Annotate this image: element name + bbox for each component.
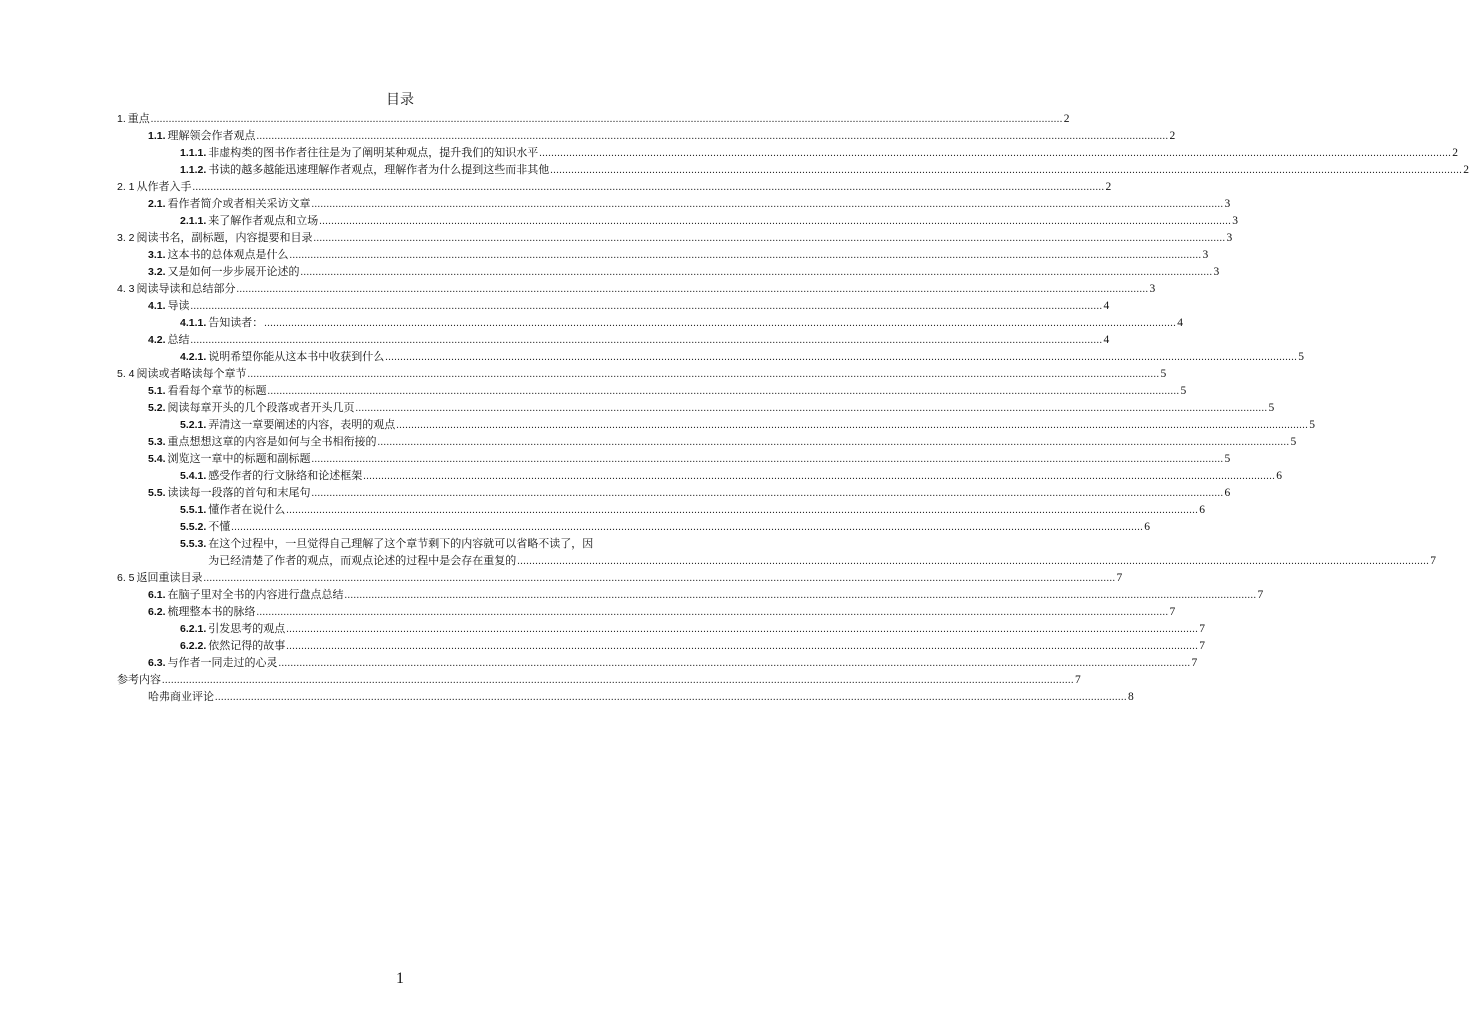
dot-leader bbox=[539, 145, 1451, 162]
toc-entry[interactable] bbox=[117, 689, 1134, 706]
toc-entry[interactable] bbox=[117, 655, 1198, 672]
toc-entry[interactable] bbox=[117, 230, 1233, 247]
toc-entry-page: 3 bbox=[1202, 249, 1209, 261]
toc-entry-text: 说明希望你能从这本书中收获到什么 bbox=[208, 351, 385, 363]
dot-leader bbox=[162, 672, 1074, 689]
toc-entry-number: 3.2. bbox=[148, 266, 166, 278]
toc-entry-page: 6 bbox=[1199, 504, 1206, 516]
toc-entry-text: 依然记得的故事 bbox=[208, 640, 286, 652]
dot-leader bbox=[204, 570, 1116, 587]
toc-entry-number: 4.2.1. bbox=[180, 351, 207, 363]
toc-entry[interactable] bbox=[117, 621, 1206, 638]
toc-entry-text: 又是如何一步步展开论述的 bbox=[167, 266, 300, 278]
toc-entry[interactable] bbox=[117, 332, 1110, 349]
toc-entry[interactable] bbox=[117, 281, 1156, 298]
toc-entry-page: 2 bbox=[1105, 181, 1112, 193]
dot-leader bbox=[312, 451, 1224, 468]
dot-leader bbox=[248, 366, 1160, 383]
toc-entry-number: 2. 1 bbox=[117, 181, 135, 193]
toc-entry[interactable] bbox=[117, 298, 1110, 315]
toc-entry-page: 7 bbox=[1116, 572, 1123, 584]
toc-title: 目录 bbox=[386, 93, 414, 108]
toc-entry-number: 5.5.3. bbox=[180, 538, 207, 550]
toc-entry-page: 2 bbox=[1452, 147, 1459, 159]
toc-entry-text-continued: 为已经清楚了作者的观点，而观点论述的过程中是会存在重复的 bbox=[208, 555, 517, 567]
toc-entry-page: 8 bbox=[1128, 691, 1134, 703]
toc-entry[interactable] bbox=[117, 468, 1283, 485]
toc-entry-number: 1.1.2. bbox=[180, 164, 207, 176]
toc-entry-number: 1.1.1. bbox=[180, 147, 207, 159]
toc-entry[interactable] bbox=[117, 485, 1231, 502]
toc-entry[interactable] bbox=[117, 502, 1206, 519]
toc-entry-number: 4.1. bbox=[148, 300, 166, 312]
dot-leader bbox=[237, 281, 1149, 298]
dot-leader bbox=[191, 298, 1103, 315]
toc-entry-text: 阅读书名，副标题，内容提要和目录 bbox=[136, 232, 313, 244]
toc-entry-number: 6.2. bbox=[148, 606, 166, 618]
dot-leader bbox=[257, 604, 1169, 621]
toc-entry-number: 5. 4 bbox=[117, 368, 135, 380]
toc-entry-text: 哈弗商业评论 bbox=[148, 691, 214, 703]
toc-entry[interactable] bbox=[117, 247, 1209, 264]
toc-entry-number: 6.3. bbox=[148, 657, 166, 669]
toc-entry-page: 3 bbox=[1226, 232, 1233, 244]
toc-entry[interactable] bbox=[117, 349, 1305, 366]
toc-entry[interactable] bbox=[117, 162, 1469, 179]
toc-entry-text: 在脑子里对全书的内容进行盘点总结 bbox=[167, 589, 344, 601]
dot-leader bbox=[279, 655, 1191, 672]
toc-entry[interactable] bbox=[117, 213, 1239, 230]
toc-entry[interactable] bbox=[117, 196, 1231, 213]
dot-leader bbox=[314, 230, 1226, 247]
toc-entry-page: 3 bbox=[1213, 266, 1220, 278]
toc-entry-number: 2.1. bbox=[148, 198, 166, 210]
toc-entry-text: 梳理整本书的脉络 bbox=[167, 606, 256, 618]
toc-entry-page: 7 bbox=[1199, 623, 1206, 635]
dot-leader bbox=[301, 264, 1213, 281]
toc-entry-number: 5.5.2. bbox=[180, 521, 207, 533]
toc-entry-text: 浏览这一章中的标题和副标题 bbox=[167, 453, 311, 465]
toc-entry-number: 5.2. bbox=[148, 402, 166, 414]
toc-entry[interactable] bbox=[117, 179, 1112, 196]
toc-entry-number: 4.1.1. bbox=[180, 317, 207, 329]
toc-entry-text: 这本书的总体观点是什么 bbox=[167, 249, 289, 261]
toc-entry-text: 阅读或者略读每个章节 bbox=[136, 368, 247, 380]
toc-entry-text: 弄清这一章要阐述的内容，表明的观点 bbox=[208, 419, 396, 431]
dot-leader bbox=[193, 179, 1105, 196]
toc-entry[interactable] bbox=[117, 128, 1176, 145]
dot-leader bbox=[151, 111, 1063, 128]
toc-entry-page: 7 bbox=[1257, 589, 1264, 601]
dot-leader bbox=[345, 587, 1257, 604]
toc-entry-number: 1. bbox=[117, 113, 126, 125]
toc-entry-text: 非虚构类的图书作者往往是为了阐明某种观点，提升我们的知识水平 bbox=[208, 147, 539, 159]
toc-entry-page: 5 bbox=[1160, 368, 1167, 380]
toc-entry-number: 6.2.1. bbox=[180, 623, 207, 635]
toc-entry-number: 3.1. bbox=[148, 249, 166, 261]
toc-entry-text: 看作者简介或者相关采访文章 bbox=[167, 198, 311, 210]
toc-entry-text: 理解领会作者观点 bbox=[167, 130, 256, 142]
toc-entry-number: 2.1.1. bbox=[180, 215, 207, 227]
toc-entry-page: 5 bbox=[1309, 419, 1316, 431]
toc-entry-text: 从作者入手 bbox=[136, 181, 192, 193]
toc-entry-page: 5 bbox=[1224, 453, 1231, 465]
table-of-contents bbox=[117, 111, 1469, 706]
toc-entry-number: 4. 3 bbox=[117, 283, 135, 295]
dot-leader bbox=[286, 502, 1198, 519]
toc-entry-number: 6.2.2. bbox=[180, 640, 207, 652]
dot-leader bbox=[356, 400, 1268, 417]
toc-entry-number: 5.5. bbox=[148, 487, 166, 499]
toc-entry-page: 7 bbox=[1430, 555, 1437, 567]
dot-leader bbox=[264, 315, 1176, 332]
toc-entry[interactable] bbox=[117, 536, 1437, 570]
dot-leader bbox=[268, 383, 1180, 400]
toc-entry-number: 5.2.1. bbox=[180, 419, 207, 431]
toc-entry[interactable] bbox=[117, 672, 1081, 689]
toc-entry-text: 懂作者在说什么 bbox=[208, 504, 286, 516]
toc-entry-text: 不懂 bbox=[208, 521, 231, 533]
dot-leader bbox=[396, 417, 1308, 434]
toc-entry-page: 2 bbox=[1063, 113, 1070, 125]
toc-entry-page: 3 bbox=[1224, 198, 1231, 210]
toc-entry-page: 5 bbox=[1268, 402, 1275, 414]
toc-entry-text: 返回重读目录 bbox=[136, 572, 203, 584]
toc-entry[interactable] bbox=[117, 434, 1297, 451]
dot-leader bbox=[550, 162, 1462, 179]
toc-entry-page: 7 bbox=[1199, 640, 1206, 652]
dot-leader bbox=[385, 349, 1297, 366]
toc-entry-page: 3 bbox=[1232, 215, 1239, 227]
toc-entry-text: 书读的越多越能迅速理解作者观点，理解作者为什么提到这些而非其他 bbox=[208, 164, 550, 176]
toc-entry[interactable] bbox=[117, 264, 1220, 281]
toc-entry-number: 6. 5 bbox=[117, 572, 135, 584]
toc-entry-text: 重点 bbox=[127, 113, 150, 125]
toc-entry-page: 4 bbox=[1103, 300, 1110, 312]
toc-entry-number: 1.1. bbox=[148, 130, 166, 142]
dot-leader bbox=[312, 196, 1224, 213]
toc-entry-text: 导读 bbox=[167, 300, 190, 312]
toc-entry[interactable] bbox=[117, 145, 1459, 162]
toc-entry-number: 5.4. bbox=[148, 453, 166, 465]
dot-leader bbox=[215, 689, 1127, 706]
toc-entry[interactable] bbox=[117, 366, 1167, 383]
toc-entry-text: 读读每一段落的首句和末尾句 bbox=[167, 487, 311, 499]
toc-entry-page: 7 bbox=[1169, 606, 1176, 618]
toc-entry-page: 6 bbox=[1276, 470, 1283, 482]
dot-leader bbox=[319, 213, 1231, 230]
toc-entry-text: 阅读导读和总结部分 bbox=[136, 283, 236, 295]
toc-entry-page: 5 bbox=[1290, 436, 1297, 448]
toc-entry[interactable] bbox=[117, 451, 1231, 468]
toc-entry-number: 4.2. bbox=[148, 334, 166, 346]
toc-entry-page: 6 bbox=[1224, 487, 1231, 499]
page-number: 1 bbox=[396, 970, 404, 987]
toc-entry-text: 感受作者的行文脉络和论述框架 bbox=[208, 470, 363, 482]
toc-entry-text: 引发思考的观点 bbox=[208, 623, 286, 635]
toc-entry-text: 重点想想这章的内容是如何与全书相衔接的 bbox=[167, 436, 377, 448]
toc-entry-text: 与作者一同走过的心灵 bbox=[167, 657, 278, 669]
dot-leader bbox=[517, 553, 1429, 570]
dot-leader bbox=[286, 621, 1198, 638]
toc-entry-number: 5.5.1. bbox=[180, 504, 207, 516]
toc-entry[interactable] bbox=[117, 315, 1184, 332]
dot-leader bbox=[363, 468, 1275, 485]
toc-entry[interactable] bbox=[117, 111, 1070, 128]
toc-entry-text: 总结 bbox=[167, 334, 190, 346]
toc-entry[interactable] bbox=[117, 400, 1275, 417]
toc-entry[interactable] bbox=[117, 638, 1206, 655]
toc-entry-page: 3 bbox=[1149, 283, 1156, 295]
toc-entry-page: 5 bbox=[1298, 351, 1305, 363]
toc-entry[interactable] bbox=[117, 570, 1123, 587]
toc-entry-number: 5.3. bbox=[148, 436, 166, 448]
toc-entry-page: 6 bbox=[1144, 521, 1151, 533]
toc-entry-page: 7 bbox=[1191, 657, 1198, 669]
dot-leader bbox=[191, 332, 1103, 349]
toc-entry-page: 2 bbox=[1169, 130, 1176, 142]
toc-entry-text: 看看每个章节的标题 bbox=[167, 385, 267, 397]
toc-entry-number: 5.4.1. bbox=[180, 470, 207, 482]
toc-entry-page: 5 bbox=[1180, 385, 1187, 397]
toc-entry[interactable] bbox=[117, 383, 1187, 400]
toc-entry-text: 参考内容 bbox=[117, 674, 161, 686]
toc-entry-page: 2 bbox=[1463, 164, 1469, 176]
toc-entry-page: 4 bbox=[1177, 317, 1184, 329]
toc-entry-page: 7 bbox=[1075, 674, 1081, 686]
toc-entry[interactable] bbox=[117, 604, 1176, 621]
toc-entry-number: 3. 2 bbox=[117, 232, 135, 244]
toc-entry-number: 6.1. bbox=[148, 589, 166, 601]
dot-leader bbox=[286, 638, 1198, 655]
toc-entry-number: 5.1. bbox=[148, 385, 166, 397]
toc-entry-text: 阅读每章开头的几个段落或者开头几页 bbox=[167, 402, 355, 414]
toc-entry-text: 告知读者： bbox=[208, 317, 264, 329]
dot-leader bbox=[378, 434, 1290, 451]
toc-entry-text: 来了解作者观点和立场 bbox=[208, 215, 319, 227]
toc-entry[interactable] bbox=[117, 519, 1151, 536]
dot-leader bbox=[231, 519, 1143, 536]
dot-leader bbox=[290, 247, 1202, 264]
toc-entry-page: 4 bbox=[1103, 334, 1110, 346]
toc-entry[interactable] bbox=[117, 417, 1316, 434]
toc-entry[interactable] bbox=[117, 587, 1264, 604]
dot-leader bbox=[257, 128, 1169, 145]
toc-entry-text: 在这个过程中，一旦觉得自己理解了这个章节剩下的内容就可以省略不读了，因 bbox=[208, 538, 594, 550]
dot-leader bbox=[312, 485, 1224, 502]
